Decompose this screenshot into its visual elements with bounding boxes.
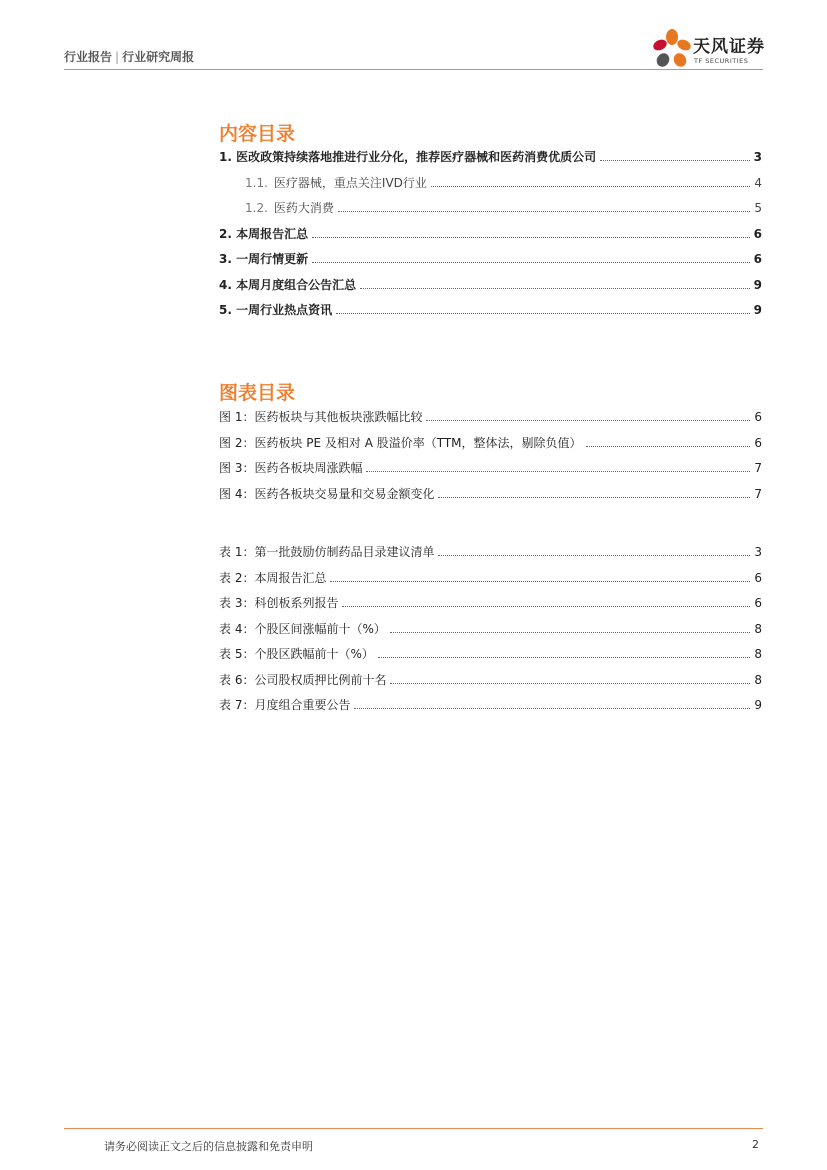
toc-entry[interactable]	[219, 174, 762, 200]
toc-entry-page: 6	[753, 226, 762, 241]
table-entry-label: 表 3：科创板系列报告	[219, 596, 339, 610]
dot-leader	[330, 580, 750, 582]
page-number: 2	[752, 1138, 759, 1151]
table-entry[interactable]	[219, 645, 762, 671]
figure-entry[interactable]	[219, 408, 762, 434]
table-entry-page: 6	[754, 596, 762, 610]
header-category: 行业报告	[64, 50, 113, 64]
dot-leader	[426, 419, 750, 421]
table-entry-label: 表 6：公司股权质押比例前十名	[219, 672, 387, 687]
toc-entry-label: 1. 医改政策持续落地推进行业分化，推荐医疗器械和医药消费优质公司	[219, 150, 597, 164]
dot-leader	[312, 236, 750, 238]
logo-subtitle: TF SECURITIES	[694, 57, 749, 65]
figure-entry[interactable]	[219, 434, 762, 460]
figure-entry-label: 图 1：医药板块与其他板块涨跌幅比较	[219, 410, 423, 424]
table-entry-label: 表 7：月度组合重要公告	[219, 698, 351, 712]
toc-entry[interactable]	[219, 199, 762, 225]
toc-entry[interactable]	[219, 301, 762, 327]
dot-leader	[312, 261, 750, 263]
dot-leader	[342, 605, 750, 607]
dot-leader	[600, 159, 750, 161]
dot-leader	[366, 470, 750, 472]
table-entry-page: 8	[754, 647, 762, 661]
table-entry-label: 表 5：个股区跌幅前十（%）	[219, 647, 374, 661]
toc-entry[interactable]	[219, 225, 762, 251]
table-entry-page: 3	[754, 545, 762, 559]
table-entry-page: 8	[754, 621, 762, 636]
table-entry-page: 8	[754, 672, 762, 687]
dot-leader	[336, 312, 750, 314]
dot-leader	[390, 682, 750, 684]
table-entry-page: 9	[754, 698, 762, 712]
dot-leader	[360, 287, 750, 289]
figures-title: 图表目录	[219, 382, 296, 404]
figure-entry[interactable]	[219, 485, 762, 511]
toc-entry-number: 1.2.	[245, 201, 268, 215]
dot-leader	[431, 185, 750, 187]
table-entry[interactable]	[219, 594, 762, 620]
figure-entry-label: 图 4：医药各板块交易量和交易金额变化	[219, 486, 435, 501]
logo-name: 天风证券	[693, 37, 765, 57]
toc-entry-page: 4	[754, 175, 762, 190]
footer-rule	[64, 1128, 763, 1129]
figure-entry-page: 6	[754, 435, 762, 450]
tables-list	[219, 543, 762, 722]
table-entry-page: 6	[754, 570, 762, 585]
toc-entry-label: 4. 本周月度组合公告汇总	[219, 277, 357, 292]
figure-entry[interactable]	[219, 459, 762, 485]
toc-title: 内容目录	[219, 123, 296, 145]
figures-list	[219, 408, 762, 510]
dot-leader	[438, 554, 750, 556]
toc-entry-page: 6	[753, 252, 762, 266]
table-entry-label: 表 1：第一批鼓励仿制药品目录建议清单	[219, 545, 435, 559]
figure-entry-page: 7	[754, 486, 762, 501]
toc-entry-page: 5	[754, 201, 762, 215]
company-logo	[651, 28, 771, 72]
dot-leader	[338, 210, 750, 212]
dot-leader	[586, 445, 751, 447]
dot-leader	[354, 707, 750, 709]
toc-entry-label: 2. 本周报告汇总	[219, 226, 309, 241]
toc-entry-page: 3	[753, 150, 762, 164]
figure-entry-page: 7	[754, 461, 762, 475]
toc-entry[interactable]	[219, 250, 762, 276]
toc-list	[219, 148, 762, 327]
flower-logo-icon	[651, 28, 693, 72]
figure-entry-label: 图 3：医药各板块周涨跌幅	[219, 461, 363, 475]
toc-entry-page: 9	[753, 277, 762, 292]
toc-entry-label: 医药大消费	[273, 201, 334, 215]
figure-entry-label: 图 2：医药板块 PE 及相对 A 股溢价率（TTM，整体法，剔除负值）	[219, 435, 582, 450]
toc-entry-label: 5. 一周行业热点资讯	[219, 303, 333, 317]
header-subcategory: 行业研究周报	[122, 50, 195, 64]
figure-entry-page: 6	[754, 410, 762, 424]
table-entry[interactable]	[219, 620, 762, 646]
toc-entry[interactable]	[219, 148, 762, 174]
dot-leader	[390, 631, 751, 633]
table-entry[interactable]	[219, 569, 762, 595]
dot-leader	[378, 656, 751, 658]
toc-entry-label: 医疗器械，重点关注IVD行业	[273, 175, 427, 190]
table-entry[interactable]	[219, 543, 762, 569]
table-entry-label: 表 2：本周报告汇总	[219, 570, 327, 585]
table-entry[interactable]	[219, 696, 762, 722]
toc-entry-number: 1.1.	[245, 175, 268, 190]
toc-entry[interactable]	[219, 276, 762, 302]
table-entry-label: 表 4：个股区间涨幅前十（%）	[219, 621, 386, 636]
dot-leader	[438, 496, 750, 498]
footer-disclaimer: 请务必阅读正文之后的信息披露和免责申明	[104, 1140, 313, 1153]
report-header	[64, 48, 194, 65]
table-entry[interactable]	[219, 671, 762, 697]
toc-entry-page: 9	[753, 303, 762, 317]
header-separator: |	[115, 50, 120, 64]
toc-entry-label: 3. 一周行情更新	[219, 252, 309, 266]
